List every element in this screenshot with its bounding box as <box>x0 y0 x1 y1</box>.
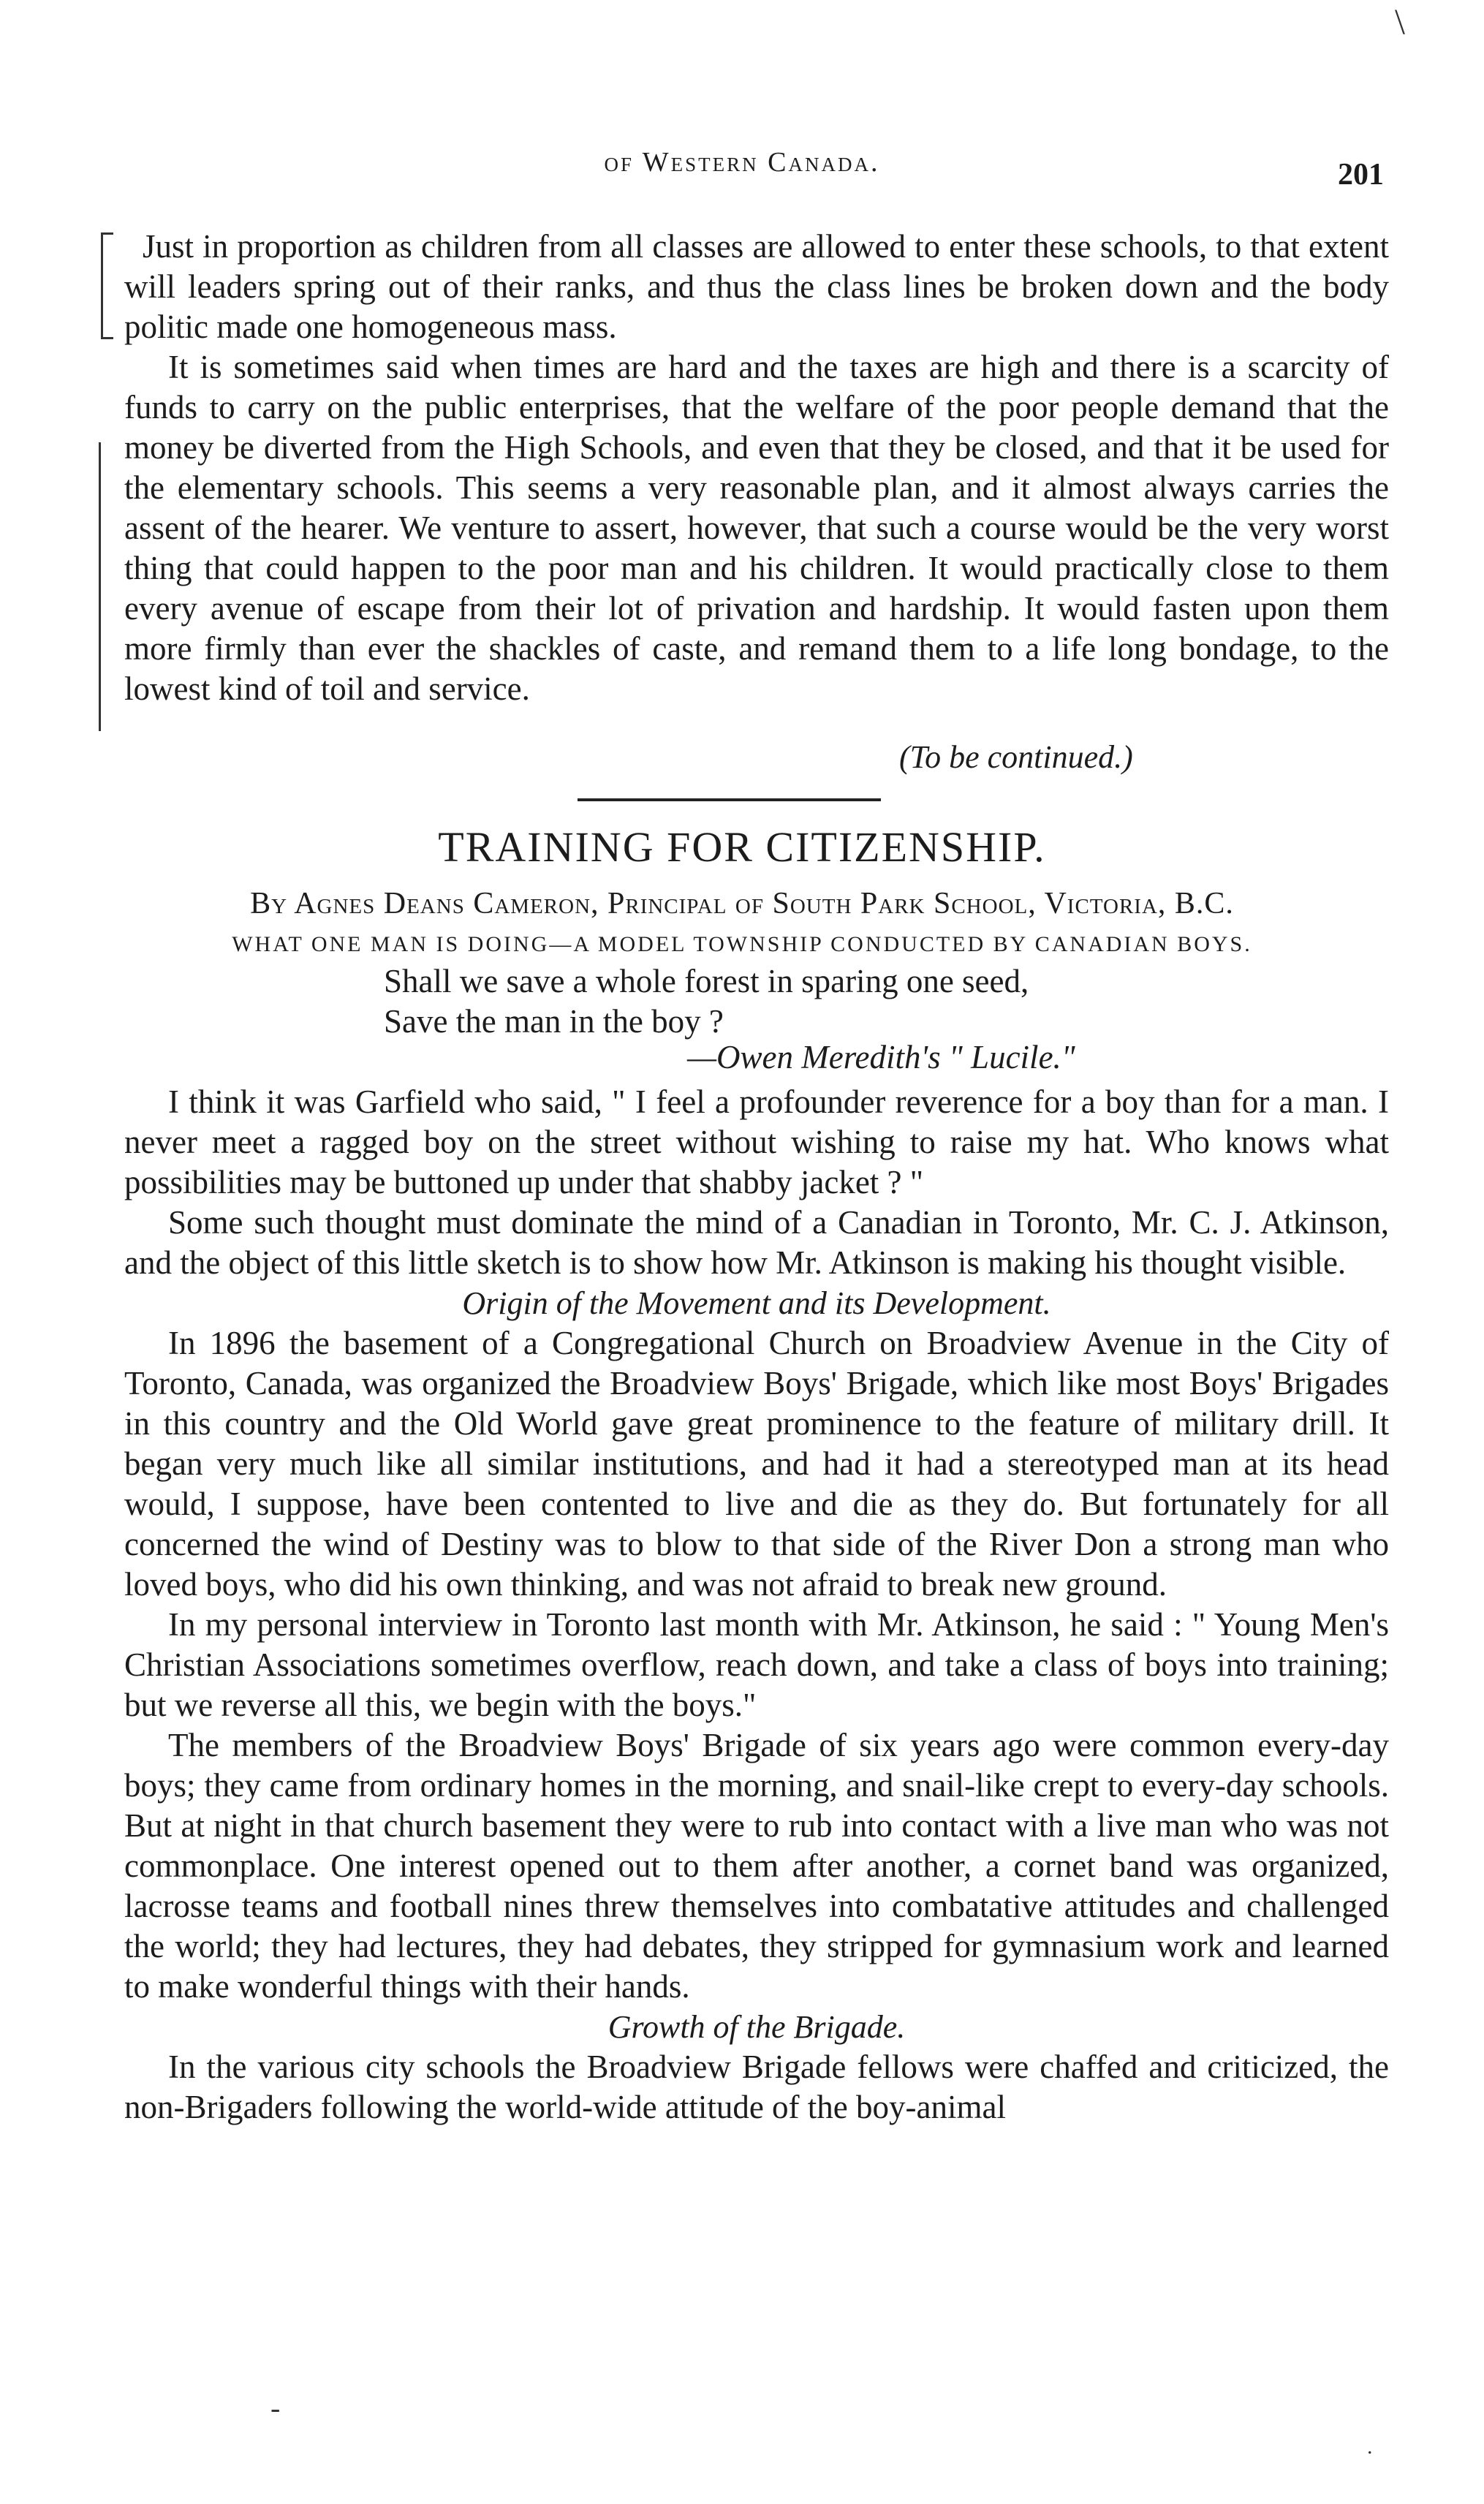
paragraph: Just in proportion as children from all classes are allowed to enter these schools, to that extent will leaders spring out of their ranks, and thus the class lines be broken down and the body politic made one homogeneous mass. <box>124 228 1389 345</box>
previous-article-text <box>124 227 1389 709</box>
margin-bracket-mark <box>101 232 113 339</box>
epigraph-line: Shall we save a whole forest in sparing one seed, <box>384 963 1029 999</box>
running-head: of Western Canada. <box>604 147 880 178</box>
epigraph-attribution: —Owen Meredith's " Lucile." <box>687 1039 1075 1075</box>
epigraph-line: Save the man in the boy ? <box>384 1003 724 1040</box>
page-number: 201 <box>1338 158 1384 192</box>
paragraph: I think it was Garfield who said, " I feel a profounder reverence for a boy than for a man. I never meet a ragged boy on the street without wishing to raise my hat. Who knows what possibilities may be buttoned up under that shabby jacket ? " <box>124 1083 1389 1200</box>
paragraph: In the various city schools the Broadview Brigade fellows were chaffed and criticized, the non-Brigaders following the world-wide attitude of the boy-animal <box>124 2049 1389 2125</box>
paragraph: Some such thought must dominate the mind of a Canadian in Toronto, Mr. C. J. Atkinson, and the object of this little sketch is to show how Mr. Atkinson is making his thought visible. <box>124 1204 1389 1281</box>
scan-mark-top-right: \ <box>1395 1 1405 42</box>
section-heading: Growth of the Brigade. <box>607 2009 906 2045</box>
epigraph <box>384 961 1029 1042</box>
article-title: TRAINING FOR CITIZENSHIP. <box>438 823 1046 871</box>
continuation-note: (To be continued.) <box>899 739 1133 775</box>
paragraph: The members of the Broadview Boys' Brigade of six years ago were common every-day boys; they came from ordinary homes in the morning, and snail-like crept to every-day schools. But at night in that church basement they were to rub into contact with a live man who was not commonplace. One interest opened out to them after another, a cornet band was organized, lacrosse teams and football nines threw themselves into combatative attitudes and challenged the world; they had lectures, they had debates, they stripped for gymnasium work and learned to make wonderful things with their hands. <box>124 1727 1389 2005</box>
article-body <box>124 1082 1389 2127</box>
article-byline: By Agnes Deans Cameron, Principal of South Park School, Victoria, B.C. <box>250 887 1234 920</box>
scan-speck: . <box>1367 2435 1373 2459</box>
section-divider <box>578 798 881 801</box>
paragraph: In 1896 the basement of a Congregational Church on Broadview Avenue in the City of Toronto, Canada, was organized the Broadview Boys' Brigade, which like most Boys' Brigades in this country and the Old World gave great prominence to the feature of military drill. It began very much like all similar institutions, and had it had a stereotyped man at its head would, I suppose, have been contented to live and die as they do. But fortunately for all concerned the wind of Destiny was to blow to that side of the River Don a strong man who loved boys, who did his own thinking, and was not afraid to break new ground. <box>124 1325 1389 1603</box>
paragraph: In my personal interview in Toronto last month with Mr. Atkinson, he said : " Young Men's Christian Associations sometimes overflow, reach down, and take a class of boys into training; but we reverse all this, we begin with the boys." <box>124 1606 1389 1723</box>
article-subtitle: WHAT ONE MAN IS DOING—A MODEL TOWNSHIP CONDUCTED BY CANADIAN BOYS. <box>232 932 1252 956</box>
section-heading: Origin of the Movement and its Development. <box>462 1285 1051 1321</box>
margin-line-mark <box>99 442 101 731</box>
scan-speck: - <box>270 2391 281 2424</box>
paragraph: It is sometimes said when times are hard and the taxes are high and there is a scarcity of funds to carry on the public enterprises, that the welfare of the poor people demand that the money be diverted from the High Schools, and even that they be closed, and that it be used for the elementary schools. This seems a very reasonable plan, and it almost always carries the assent of the hearer. We venture to assert, however, that such a course would be the very worst thing that could happen to the poor man and his children. It would practically close to them every avenue of escape from their lot of privation and hardship. It would fasten upon them more firmly than ever the shackles of caste, and remand them to a life long bondage, to the lowest kind of toil and service. <box>124 349 1389 707</box>
